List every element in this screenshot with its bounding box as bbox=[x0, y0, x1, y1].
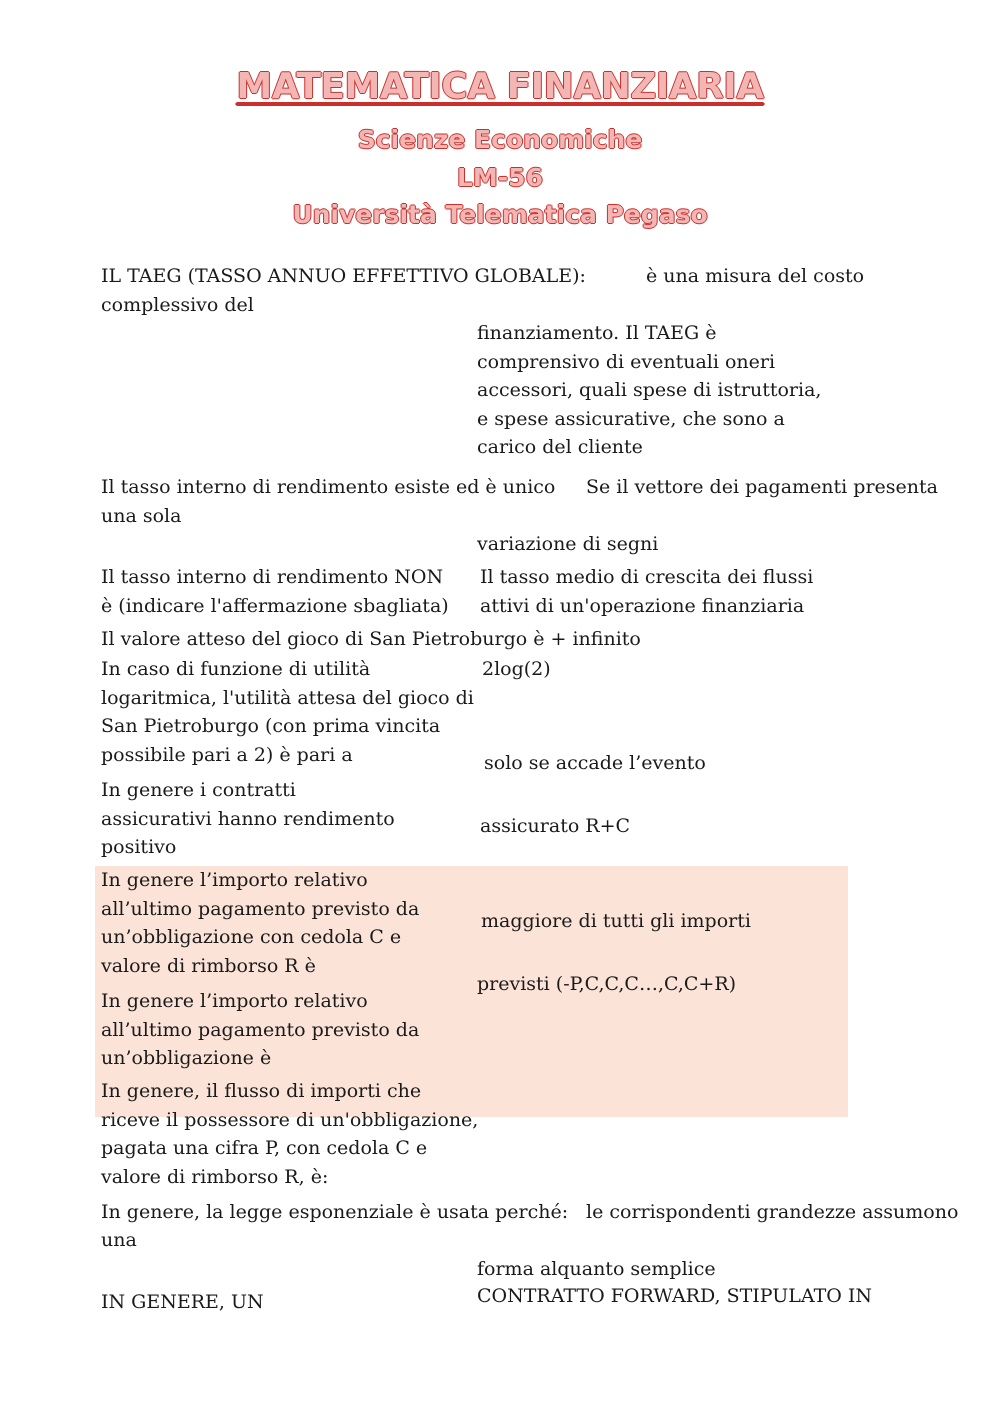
insurance-question: In genere i contratti assicurativi hanno rendimento positivo bbox=[101, 779, 395, 858]
subtitle-university: Università Telematica Pegaso bbox=[292, 200, 708, 229]
tir-not-question: Il tasso interno di rendimento NON è (indicare l'affermazione sbagliata) bbox=[101, 566, 449, 617]
san-pietroburgo-line: Il valore atteso del gioco di San Pietroburgo è + infinito bbox=[101, 628, 641, 650]
bond-last-payment-question: In genere l’importo relativo all’ultimo pagamento previsto da un’obbligazione con cedola C e valore di rimborso R è bbox=[101, 869, 420, 977]
title: MATEMATICA FINANZIARIA bbox=[236, 66, 764, 107]
exp-law-answer-line1: le corrispondenti grandezze assumono bbox=[586, 1201, 959, 1223]
exp-law-question: In genere, la legge esponenziale è usata perché: bbox=[101, 1201, 569, 1223]
utility-answer: 2log(2) bbox=[482, 658, 551, 680]
utility-question: In caso di funzione di utilità logaritmica, l'utilità attesa del gioco di San Pietroburgo (con prima vincita possibile pari a 2) è pari a bbox=[101, 658, 474, 766]
bond-largest-answer: maggiore di tutti gli importi bbox=[481, 910, 751, 932]
insurance-answer: solo se accade l’evento bbox=[484, 752, 706, 774]
taeg-answer-wrap: complessivo del bbox=[101, 294, 254, 316]
bond-flow-question: In genere, il flusso di importi che riceve il possessore di un'obbligazione, pagata una cifra P, con cedola C e valore di rimborso R, è: bbox=[101, 1080, 479, 1188]
insurance-answer-cont: assicurato R+C bbox=[480, 815, 631, 837]
tir-not-answer: Il tasso medio di crescita dei flussi attivi di un'operazione finanziaria bbox=[480, 566, 814, 617]
taeg-answer-cont: finanziamento. Il TAEG è comprensivo di eventuali oneri accessori, quali spese di istruttoria, e spese assicurative, che sono a carico del cliente bbox=[477, 322, 822, 458]
exp-law-answer-cont: forma alquanto semplice bbox=[477, 1258, 716, 1280]
taeg-answer-line1: è una misura del costo bbox=[646, 265, 865, 287]
subtitle-code: LM-56 bbox=[457, 163, 543, 192]
tir-unique-answer-cont: variazione di segni bbox=[477, 533, 659, 555]
bond-largest-answer-cont: previsti (-P,C,C,C…,C,C+R) bbox=[477, 973, 737, 995]
forward-question: IN GENERE, UN bbox=[101, 1291, 264, 1313]
exp-law-answer-wrap: una bbox=[101, 1229, 137, 1251]
tir-unique-answer-wrap: una sola bbox=[101, 505, 182, 527]
bond-last-question2: In genere l’importo relativo all’ultimo pagamento previsto da un’obbligazione è bbox=[101, 990, 420, 1069]
forward-answer: CONTRATTO FORWARD, STIPULATO IN bbox=[477, 1285, 872, 1307]
tir-unique-answer-line1: Se il vettore dei pagamenti presenta bbox=[586, 476, 938, 498]
subtitle-course: Scienze Economiche bbox=[357, 125, 643, 154]
tir-unique-question: Il tasso interno di rendimento esiste ed è unico bbox=[101, 476, 556, 498]
taeg-question: IL TAEG (TASSO ANNUO EFFETTIVO GLOBALE): bbox=[101, 265, 586, 287]
